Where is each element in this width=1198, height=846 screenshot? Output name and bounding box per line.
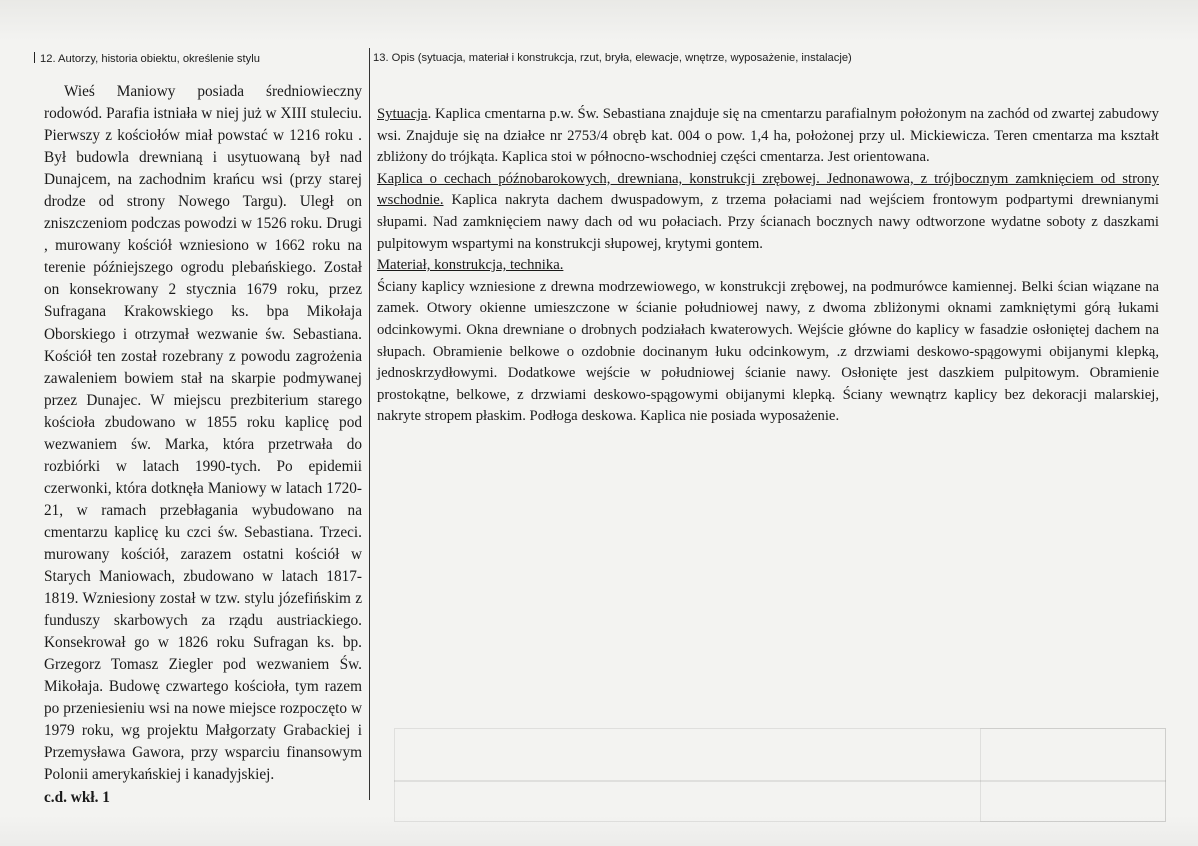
material-paragraph: Ściany kaplicy wzniesione z drewna modrzewiowego, w konstrukcji zrębowej, na podmurówce kamiennej. Belki ścian wiązane na zamek. Otwory okienne umieszczone w ścianie południowej nawy, z dwoma zbliżonymi oknami zamkniętymi górą łukami odcinkowymi. Okna drewniane o drobnych podziałach kwaterowych. Wejście główne do kaplicy w fasadzie osłoniętej dachem na słupach. Obramienie belkowe o ozdobnie docinanym łuku odcinkowym, .z drzwiami deskowo-spągowymi obijanymi klepką, jednoskrzydłowymi. Dodatkowe wejście w południowej ścianie nawy. Osłonięte jest daszkiem pulpitowym. Obramienie prostokątne, belkowe, z drzwiami deskowo-spągowymi obijanymi klepką. Ściany wewnątrz kaplicy bez dekoracji malarskiej, nakryte stropem płaskim. Podłoga deskowa. Kaplica nie posiada wyposażenie. [377, 278, 1159, 425]
chapel-character-summary: Kaplica o cechach późnobarokowych, drewniana, konstrukcji zrębowej. Jednonawowa, z trójbocznym zamknięciem od strony wschodnie. [377, 170, 1159, 209]
chapel-character-paragraph [377, 169, 1159, 255]
description-column [377, 104, 1159, 428]
history-text: Wieś Maniowy posiada średniowieczny rodowód. Parafia istniała w niej już w XIII stuleciu. Pierwszy z kościołów miał powstać w 1216 roku . Był budowla drewnianą i usytuowaną był nad Dunajcem, na zachodnim krańcu wsi (przy starej drodze od strony Nowego Targu). Uległ on zniszczeniom podczas powodzi w 1526 roku. Drugi , murowany kościół wzniesiono w 1662 roku na terenie późniejszego ogrodu plebańskiego. Został on konsekrowany 2 stycznia 1679 roku, przez Sufragana Krakowskiego ks. bpa Mikołaja Oborskiego i otrzymał wezwanie św. Sebastiana. Kościół ten został rozebrany z powodu zagrożenia zawaleniem bowiem stał na skarpie podmywanej przez Dunajec. W miejscu prezbiterium starego kościoła zbudowano w 1855 roku kaplicę pod wezwaniem św. Marka, która przetrwała do rozbiórki w latach 1990-tych. Po epidemii czerwonki, która dotknęła Maniowy w latach 1720-21, w ramach przebłagania wybudowano na cmentarzu kaplicę ku czci św. Sebastiana. Trzeci. murowany kościół, zarazem ostatni kościół w Starych Maniowach, zbudowano w latach 1817-1819. Wzniesiony został w tzw. stylu józefińskim z funduszy skarbowych za rządu austriackiego. Konsekrował go w 1826 roku Sufragan ks. bp. Grzegorz Tomasz Ziegler pod wezwaniem Św. Mikołaja. Budowę czwartego kościoła, tym razem po przeniesieniu wsi na nowe miejsce rozpoczęto w 1979 roku, wg projektu Małgorzaty Grabackiej i Przemysława Gawora, przy wsparciu finansowym Polonii amerykańskiej i kanadyjskiej. [44, 83, 362, 784]
section-12-header [34, 52, 260, 65]
situation-text: . Kaplica cmentarna p.w. Św. Sebastiana znajduje się na cmentarzu parafialnym położonym na zachód od zwartej zabudowy wsi. Znajduje się na działce nr 2753/4 obręb kat. 004 o pow. 1,4 ha, położonej przy ul. Mickiewicza. Teren cmentarza ma kształt zbliżony do trójkąta. Kaplica stoi w północno-wschodniej części cmentarza. Jest orientowana. [377, 106, 1159, 166]
history-column [44, 81, 362, 809]
material-heading-line [377, 255, 1159, 277]
situation-heading: Sytuacja [377, 106, 428, 122]
section-13-title: 13. Opis (sytuacja, materiał i konstrukcja, rzut, bryła, elewacje, wnętrze, wyposażenie, instalacje) [373, 52, 852, 64]
bleed-through-box [980, 728, 1166, 822]
column-divider [369, 48, 370, 800]
material-heading: Materiał, konstrukcja, technika. [377, 257, 564, 274]
situation-paragraph [377, 104, 1159, 169]
chapel-character-text: Kaplica nakryta dachem dwuspadowym, z trzema połaciami nad wejściem frontowym podpartymi drewnianymi słupami. Nad zamknięciem nawy dach od wu połaciach. Przy ścianach bocznych nawy odtworzone wydatne soboty z daszkami pulpitowym wspartymi na konstrukcji słupowej, krytymi gontem. [377, 192, 1159, 252]
continuation-note: c.d. wkł. 1 [44, 788, 110, 806]
section-12-title: 12. Autorzy, historia obiektu, określenie stylu [40, 53, 260, 65]
scan-shadow-top [0, 0, 1198, 40]
header-marker [34, 52, 35, 63]
